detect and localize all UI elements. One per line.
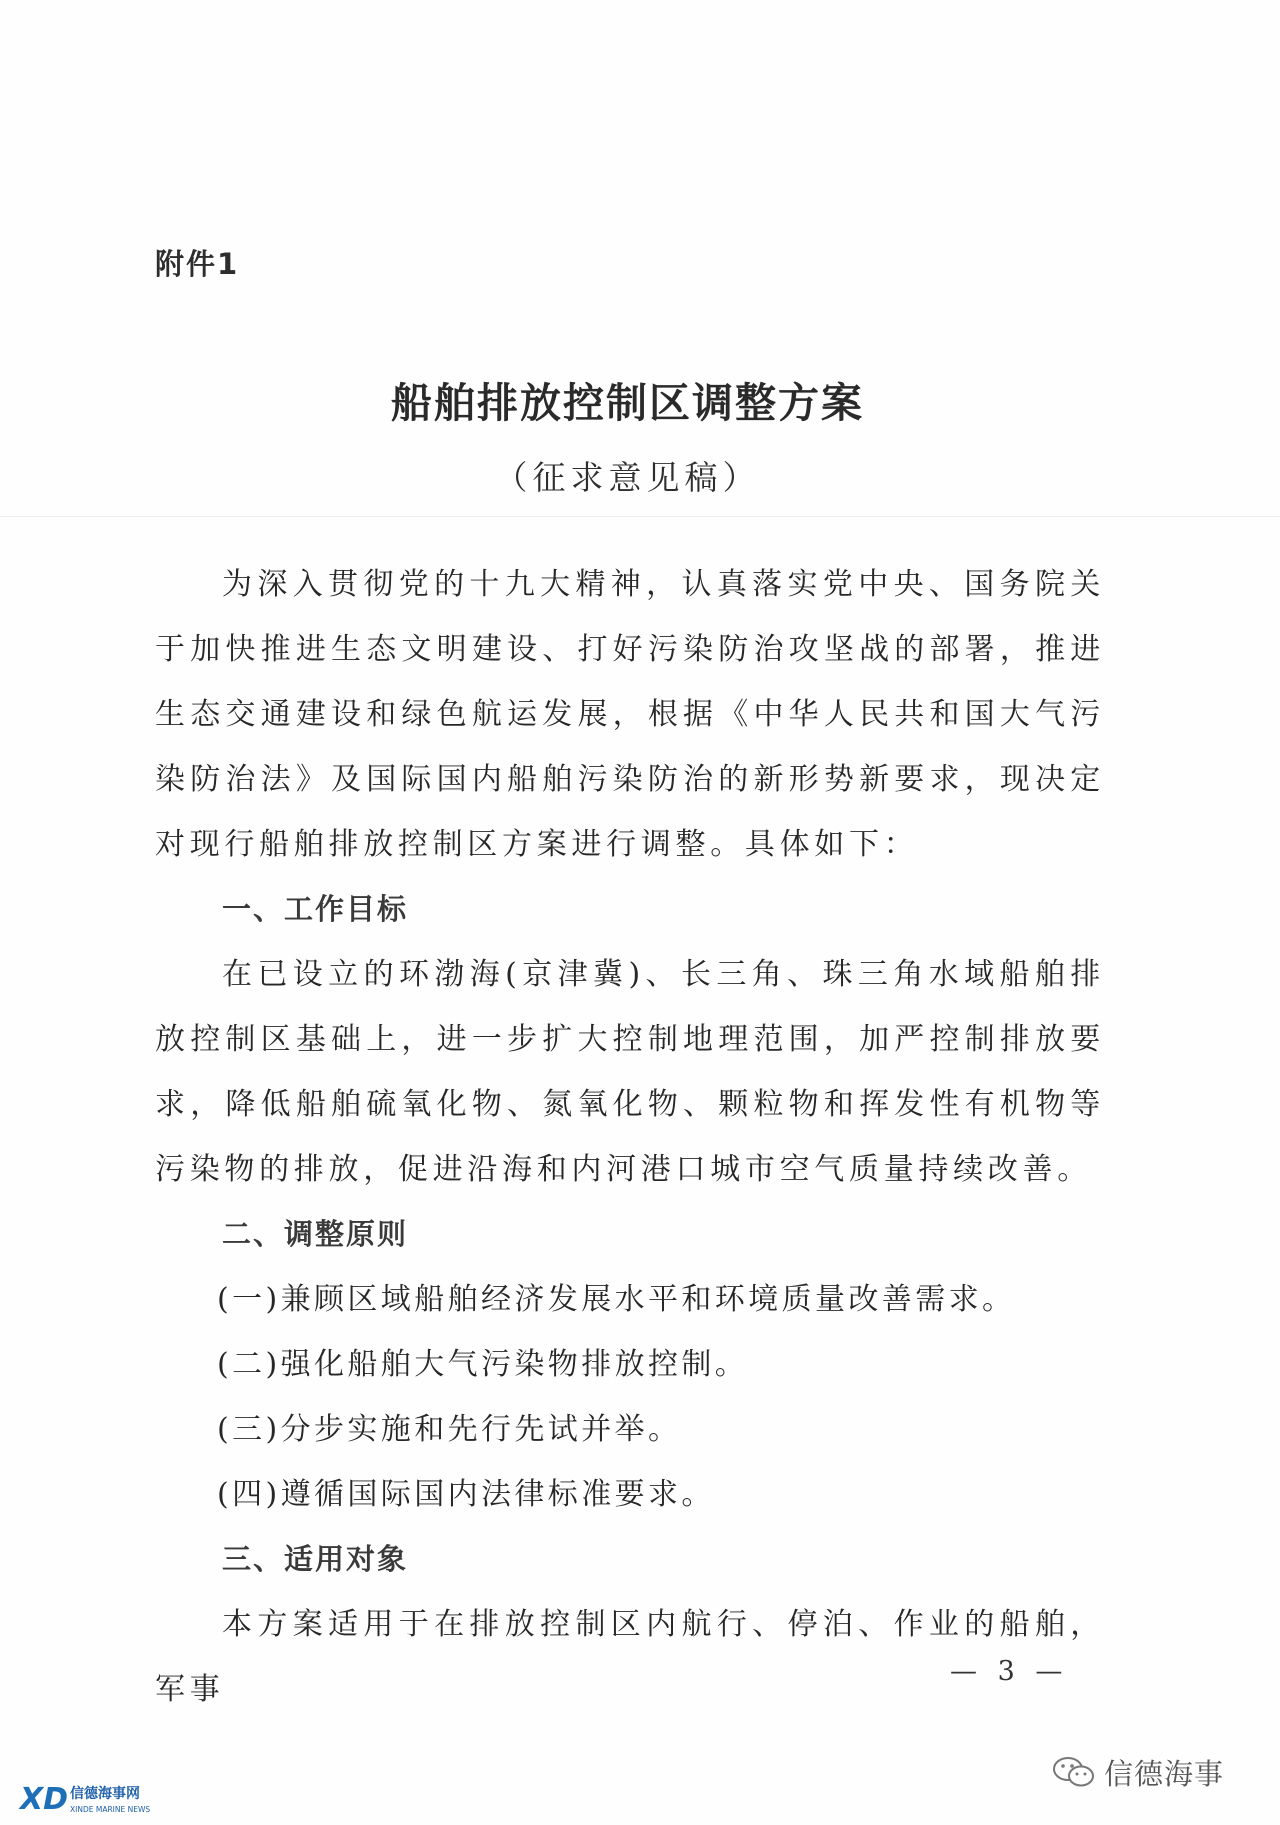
document-body xyxy=(155,552,1105,1722)
principle-item: (四)遵循国际国内法律标准要求。 xyxy=(217,1477,715,1512)
document-title: 船舶排放控制区调整方案 xyxy=(391,379,864,427)
section-body-goals: 在已设立的环渤海(京津冀)、长三角、珠三角水域船舶排放控制区基础上，进一步扩大控制地理范围，加严控制排放要求，降低船舶硫氧化物、氮氧化物、颗粒物和挥发性有机物等污染物的排放，促进沿海和内河港口城市空气质量持续改善。 xyxy=(155,957,1105,1187)
section-body-scope: 本方案适用于在排放控制区内航行、停泊、作业的船舶，军事 xyxy=(155,1607,1105,1707)
document-subtitle: （征求意见稿） xyxy=(494,458,761,497)
attachment-label: 附件1 xyxy=(155,247,240,281)
scan-fold-line xyxy=(0,516,1280,517)
principle-item: (二)强化船舶大气污染物排放控制。 xyxy=(217,1347,749,1382)
page-number: — 3 — xyxy=(950,1656,1069,1687)
logo-cn-text: 信德海事网 xyxy=(70,1786,140,1802)
logo-mark: XD xyxy=(20,1782,69,1817)
wechat-watermark xyxy=(1052,1752,1224,1792)
section-heading-scope: 三、适用对象 xyxy=(222,1542,409,1576)
logo-en-text: XINDE MARINE NEWS xyxy=(70,1805,151,1814)
principle-item: (三)分步实施和先行先试并举。 xyxy=(217,1412,682,1447)
section-heading-principles: 二、调整原则 xyxy=(222,1217,409,1251)
wechat-account-name: 信德海事 xyxy=(1104,1756,1225,1791)
intro-paragraph: 为深入贯彻党的十九大精神，认真落实党中央、国务院关于加快推进生态文明建设、打好污染防治攻坚战的部署，推进生态交通建设和绿色航运发展，根据《中华人民共和国大气污染防治法》及国际国内船舶污染防治的新形势新要求，现决定对现行船舶排放控制区方案进行调整。具体如下： xyxy=(155,567,1105,862)
principle-item: (一)兼顾区域船舶经济发展水平和环境质量改善需求。 xyxy=(217,1282,1016,1317)
wechat-icon xyxy=(1052,1755,1096,1789)
section-heading-goals: 一、工作目标 xyxy=(222,892,409,926)
xinde-logo xyxy=(18,1779,168,1817)
